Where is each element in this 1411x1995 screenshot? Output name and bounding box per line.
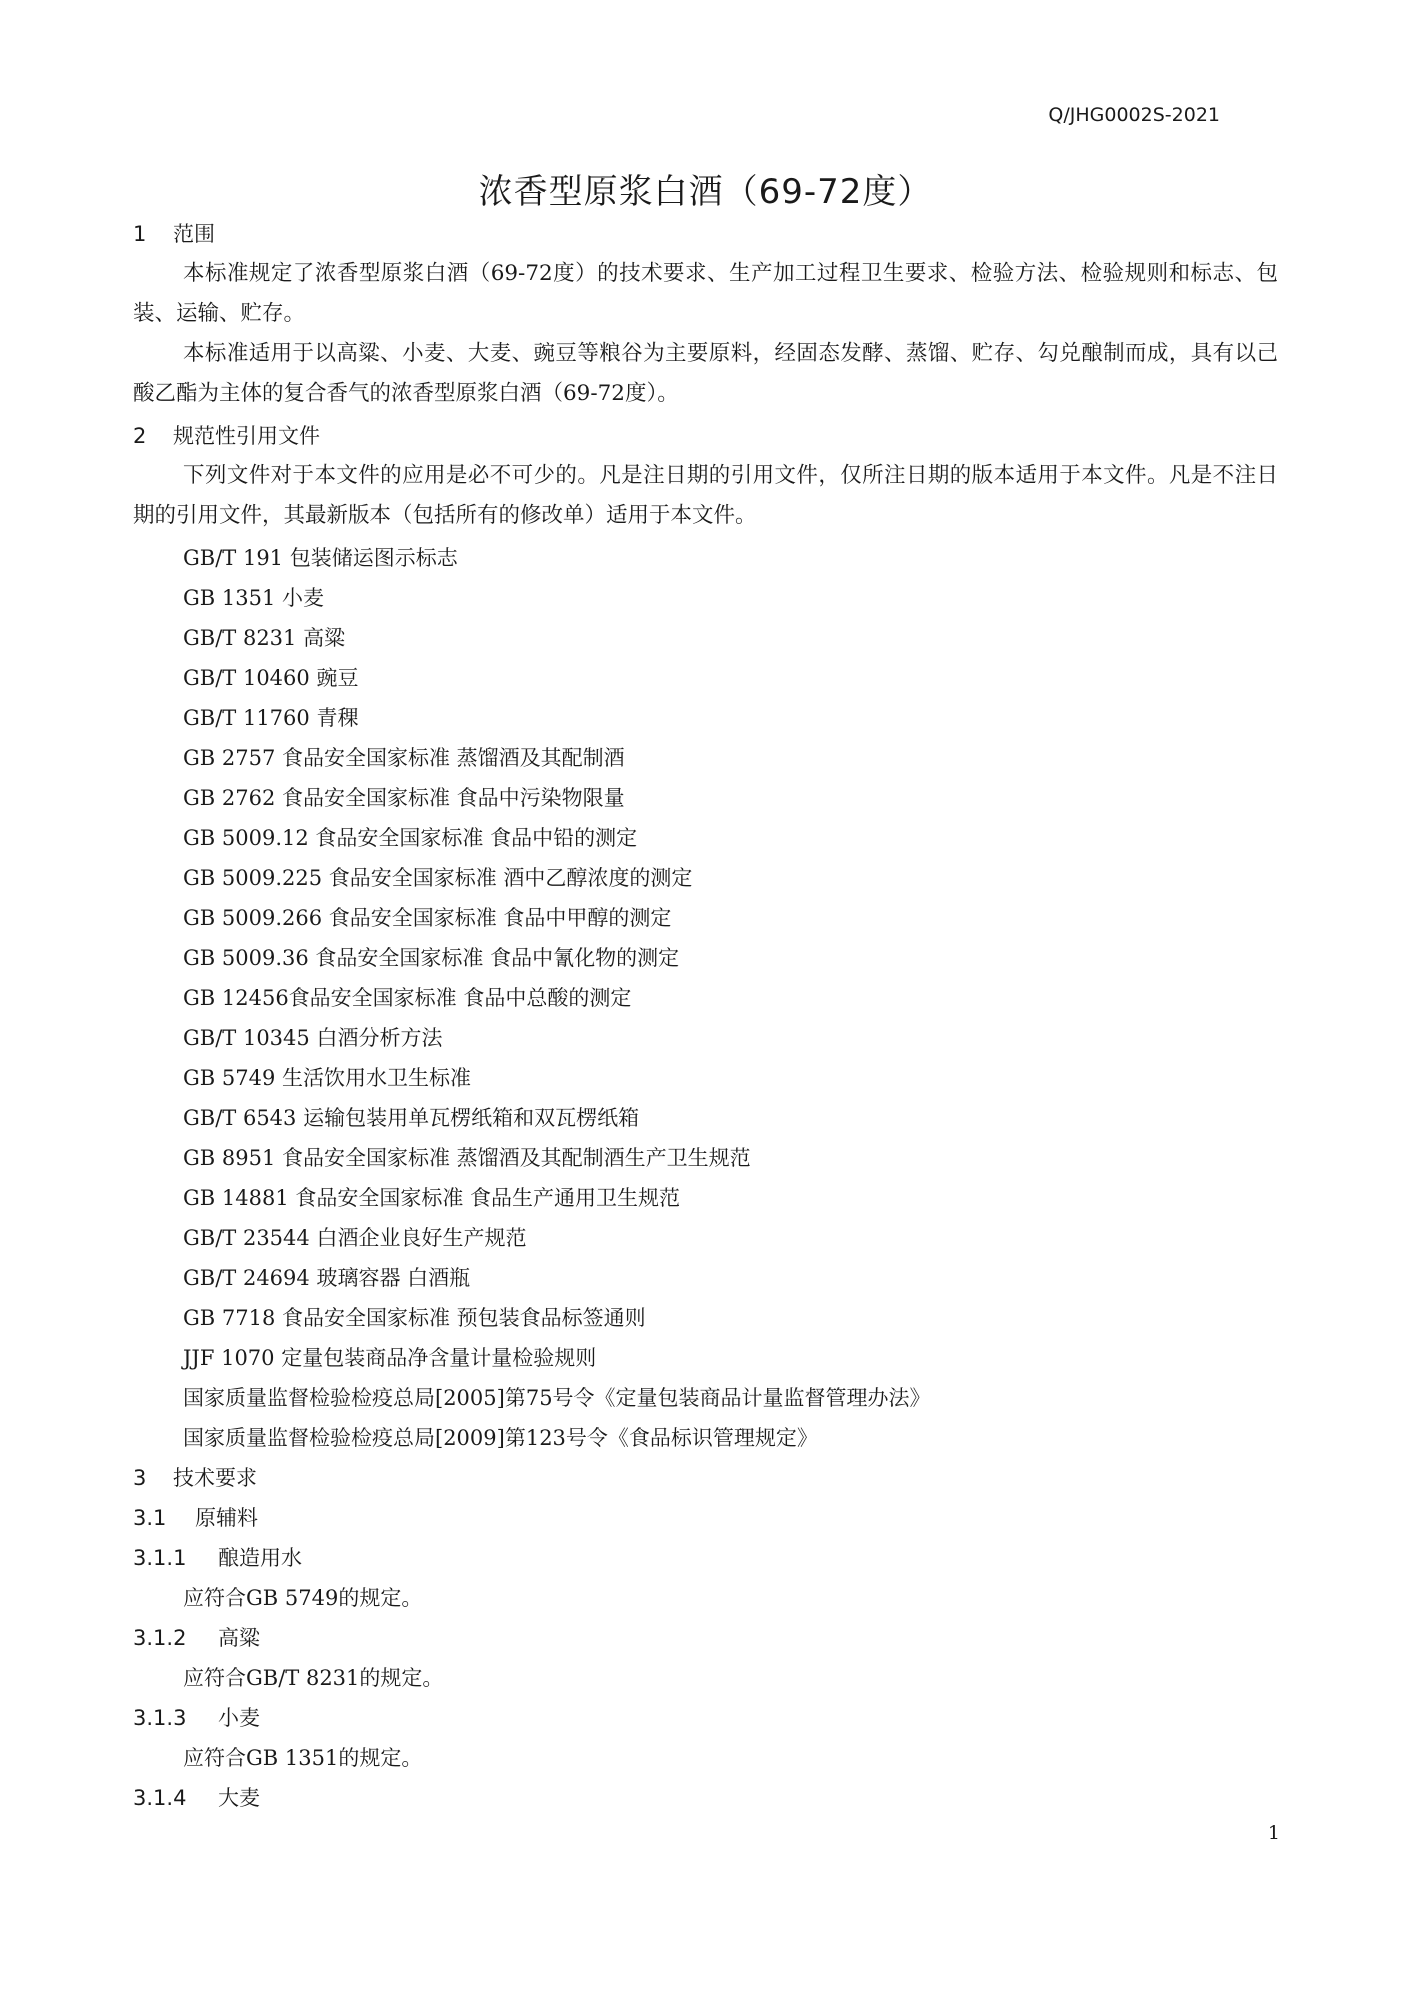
reference-item: GB 5009.266 食品安全国家标准 食品中甲醇的测定: [183, 906, 672, 930]
section-title: 技术要求: [173, 1466, 257, 1490]
section-title: 酿造用水: [218, 1546, 302, 1570]
section-3-1-1-text: 应符合GB 5749的规定。: [183, 1586, 423, 1610]
document-title: 浓香型原浆白酒（69-72度）: [478, 172, 933, 212]
section-number: 3.1.1: [133, 1546, 187, 1570]
page-number: 1: [1267, 1822, 1280, 1844]
scope-paragraph-1: 本标准规定了浓香型原浆白酒（69-72度）的技术要求、生产加工过程卫生要求、检验方法、检验规则和标志、包装、运输、贮存。: [133, 261, 1278, 326]
section-3-1-3-text: 应符合GB 1351的规定。: [183, 1746, 423, 1770]
section-number: 2: [133, 424, 147, 448]
reference-item: GB/T 10345 白酒分析方法: [183, 1026, 443, 1050]
section-title: 大麦: [218, 1786, 260, 1810]
section-number: 3: [133, 1466, 147, 1490]
section-1-heading: [133, 218, 215, 248]
reference-item: GB 1351 小麦: [183, 586, 325, 610]
section-3-1-2-text: 应符合GB/T 8231的规定。: [183, 1666, 444, 1690]
section-title: 高粱: [218, 1626, 260, 1650]
reference-item: GB 5009.12 食品安全国家标准 食品中铅的测定: [183, 826, 638, 850]
section-number: 3.1.2: [133, 1626, 187, 1650]
section-number: 3.1.4: [133, 1786, 187, 1810]
scope-paragraph-2: 本标准适用于以高粱、小麦、大麦、豌豆等粮谷为主要原料，经固态发酵、蒸馏、贮存、勾兑酿制而成，具有以己酸乙酯为主体的复合香气的浓香型原浆白酒（69-72度）。: [133, 341, 1278, 406]
section-number: 3.1: [133, 1506, 167, 1530]
reference-item: GB/T 24694 玻璃容器 白酒瓶: [183, 1266, 471, 1290]
reference-item: GB 5749 生活饮用水卫生标准: [183, 1066, 472, 1090]
normative-references-intro: 下列文件对于本文件的应用是必不可少的。凡是注日期的引用文件，仅所注日期的版本适用于本文件。凡是不注日期的引用文件，其最新版本（包括所有的修改单）适用于本文件。: [133, 463, 1278, 528]
reference-item: GB 5009.36 食品安全国家标准 食品中氰化物的测定: [183, 946, 680, 970]
section-title: 原辅料: [195, 1506, 258, 1530]
section-3-1-1-heading: [133, 1542, 302, 1572]
section-3-1-heading: [133, 1502, 258, 1532]
section-3-1-4-heading: [133, 1782, 260, 1812]
reference-item: JJF 1070 定量包装商品净含量计量检验规则: [183, 1346, 597, 1370]
reference-item: GB 2762 食品安全国家标准 食品中污染物限量: [183, 786, 625, 810]
reference-item: GB/T 11760 青稞: [183, 706, 359, 730]
reference-item: GB 7718 食品安全国家标准 预包装食品标签通则: [183, 1306, 646, 1330]
section-number: 3.1.3: [133, 1706, 187, 1730]
reference-item: 国家质量监督检验检疫总局[2005]第75号令《定量包装商品计量监督管理办法》: [183, 1386, 931, 1410]
reference-item: 国家质量监督检验检疫总局[2009]第123号令《食品标识管理规定》: [183, 1426, 818, 1450]
section-3-heading: [133, 1462, 257, 1492]
section-3-1-3-heading: [133, 1702, 260, 1732]
section-title: 规范性引用文件: [173, 424, 320, 448]
section-3-1-2-heading: [133, 1622, 260, 1652]
reference-item: GB/T 8231 高粱: [183, 626, 346, 650]
reference-item: GB/T 10460 豌豆: [183, 666, 359, 690]
section-number: 1: [133, 222, 147, 246]
section-title: 范围: [173, 222, 215, 246]
reference-item: GB 5009.225 食品安全国家标准 酒中乙醇浓度的测定: [183, 866, 693, 890]
reference-item: GB 14881 食品安全国家标准 食品生产通用卫生规范: [183, 1186, 681, 1210]
document-number: Q/JHG0002S-2021: [1048, 104, 1220, 126]
reference-item: GB/T 23544 白酒企业良好生产规范: [183, 1226, 527, 1250]
reference-item: GB/T 6543 运输包装用单瓦楞纸箱和双瓦楞纸箱: [183, 1106, 640, 1130]
reference-item: GB 2757 食品安全国家标准 蒸馏酒及其配制酒: [183, 746, 625, 770]
section-title: 小麦: [218, 1706, 260, 1730]
reference-item: GB 12456食品安全国家标准 食品中总酸的测定: [183, 986, 632, 1010]
reference-item: GB 8951 食品安全国家标准 蒸馏酒及其配制酒生产卫生规范: [183, 1146, 751, 1170]
section-2-heading: [133, 420, 320, 450]
reference-item: GB/T 191 包装储运图示标志: [183, 546, 458, 570]
